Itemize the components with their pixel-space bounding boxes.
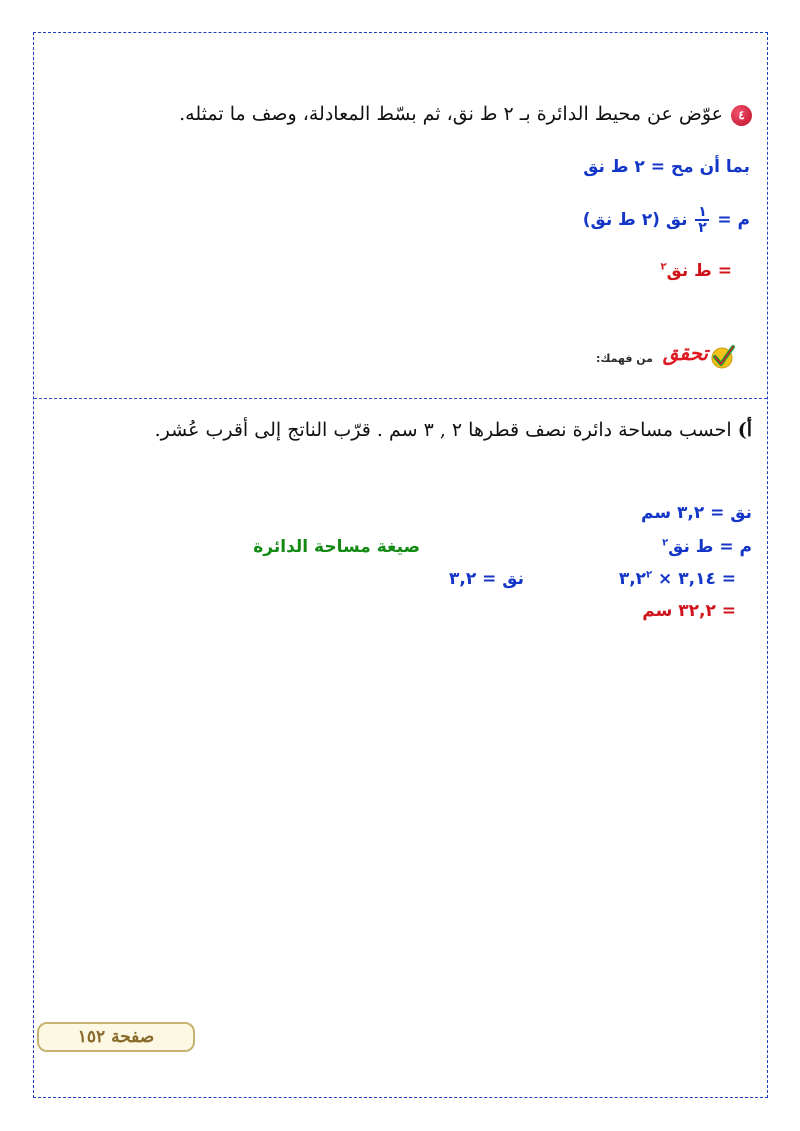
check-title: تحقق [662,341,708,365]
page-frame [33,32,768,1098]
check-badge-icon [710,344,736,370]
final-result: = ٣٢,٢ سم [642,601,736,621]
exercise-text: احسب مساحة دائرة نصف قطرها ٢ , ٣ سم . قرّب الناتج إلى أقرب عُشر. [154,419,732,441]
fraction-numerator: ١ [698,204,707,220]
substitution-line [619,569,736,589]
solution1-line1: بما أن مح = ٢ ط نق [583,157,750,177]
question-text: عوّض عن محيط الدائرة بـ ٢ ط نق، ثم بسّط المعادلة، وصف ما تمثله. [179,103,723,125]
exercise-label: أ) [737,419,752,441]
area-formula: م = ط نق [668,537,752,557]
question-line [179,103,752,126]
exponent: ٢ [660,261,667,273]
radius-line: نق = ٣,٢ سم [641,503,752,523]
check-subtitle: من فهمك: [595,352,653,365]
page-number-box: صفحة ١٥٢ [37,1022,195,1052]
substitution-note: نق = ٣,٢ [448,569,524,589]
solution1-line2-rest: نق (٢ ط نق) [582,210,688,230]
solution1-line3 [660,261,732,281]
solution1-line2 [583,205,750,235]
formula-line [662,537,752,557]
exercise-line [155,419,752,441]
substitution: = ٣,١٤ × ٣,٢ [618,569,736,589]
question-number-badge: ٤ [731,105,752,126]
section-divider [34,398,767,399]
area-symbol: م = [717,210,750,230]
exponent: ٢ [646,569,653,581]
fraction-half [695,205,709,235]
solution1-result: = ط نق [666,261,732,281]
exponent: ٢ [662,537,669,549]
fraction-denominator: ٢ [698,220,707,236]
formula-note: صيغة مساحة الدائرة [253,537,420,557]
